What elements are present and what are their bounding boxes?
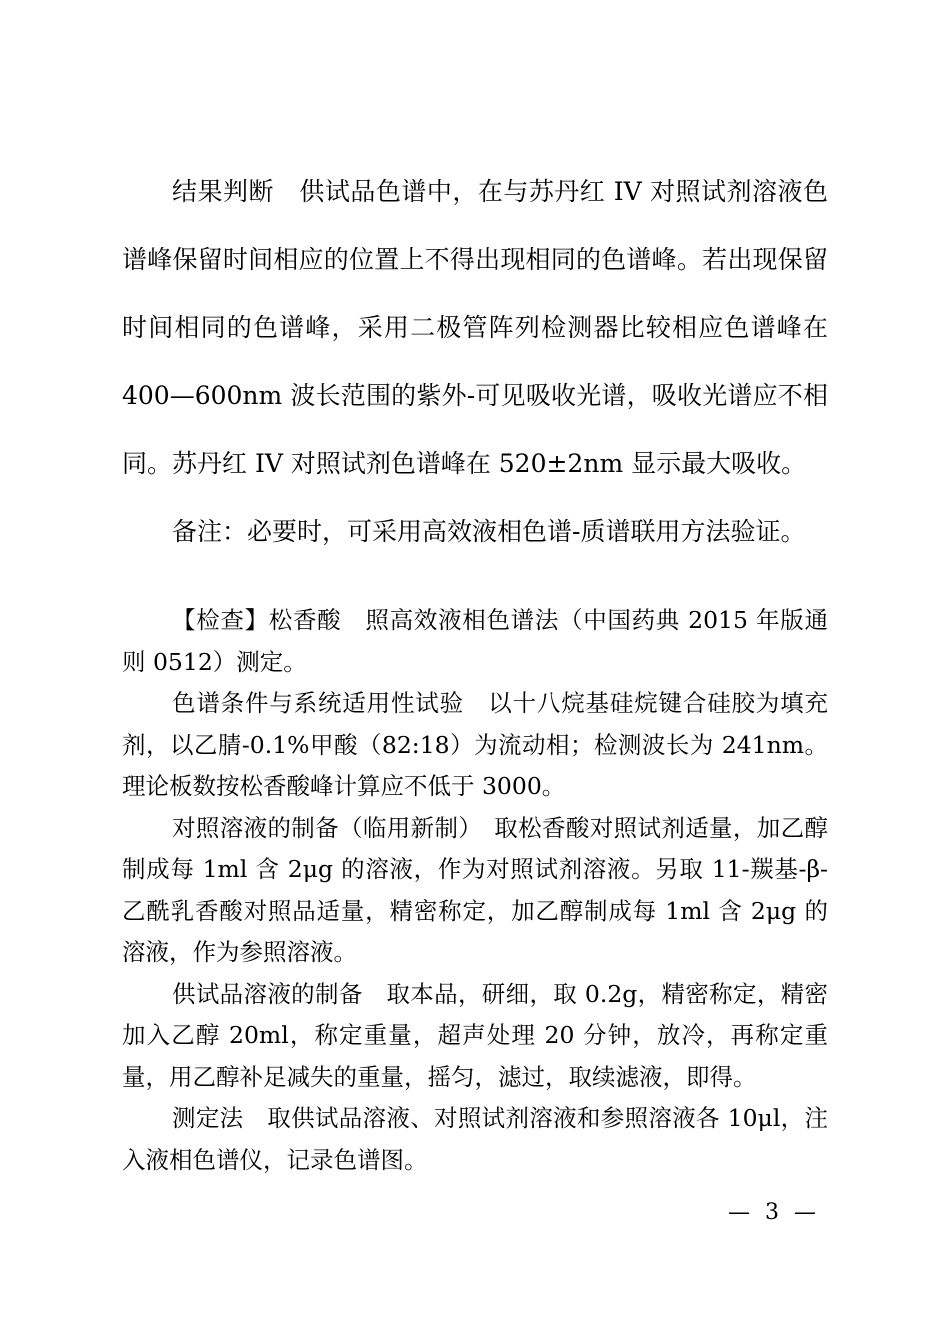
note-paragraph: 备注：必要时，可采用高效液相色谱-质谱联用方法验证。: [172, 517, 806, 546]
chrom-conditions-paragraph: 色谱条件与系统适用性试验 以十八烷基硅烷键合硅胶为填充剂，以乙腈-0.1%甲酸（82:18）为流动相；检测波长为 241nm。理论板数按松香酸峰计算应不低于 3000。: [122, 689, 828, 800]
page-number: — 3 —: [728, 1200, 820, 1225]
result-section: [122, 158, 828, 566]
reference-solution-paragraph: 对照溶液的制备（临用新制） 取松香酸对照试剂适量，加乙醇制成每 1ml 含 2μg 的溶液，作为对照试剂溶液。另取 11-羰基-β-乙酰乳香酸对照品适量，精密称定，加乙醇制成每 1ml 含 2μg 的溶液，作为参照溶液。: [122, 813, 828, 966]
result-paragraph: 结果判断 供试品色谱中，在与苏丹红 IV 对照试剂溶液色谱峰保留时间相应的位置上不得出现相同的色谱峰。若出现保留时间相同的色谱峰，采用二极管阵列检测器比较相应色谱峰在 400—600nm 波长范围的紫外-可见吸收光谱，吸收光谱应不相同。苏丹红 IV 对照试剂色谱峰在 520±2nm 显示最大吸收。: [122, 177, 828, 478]
check-section: [122, 600, 828, 1181]
method-paragraph: 测定法 取供试品溶液、对照试剂溶液和参照溶液各 10μl，注入液相色谱仪，记录色谱图。: [122, 1104, 828, 1174]
check-paragraph: 【检查】松香酸 照高效液相色谱法（中国药典 2015 年版通则 0512）测定。: [122, 606, 828, 676]
test-solution-paragraph: 供试品溶液的制备 取本品，研细，取 0.2g，精密称定，精密加入乙醇 20ml，称定重量，超声处理 20 分钟，放冷，再称定重量，用乙醇补足减失的重量，摇匀，滤过，取续滤液，即得。: [122, 979, 828, 1091]
